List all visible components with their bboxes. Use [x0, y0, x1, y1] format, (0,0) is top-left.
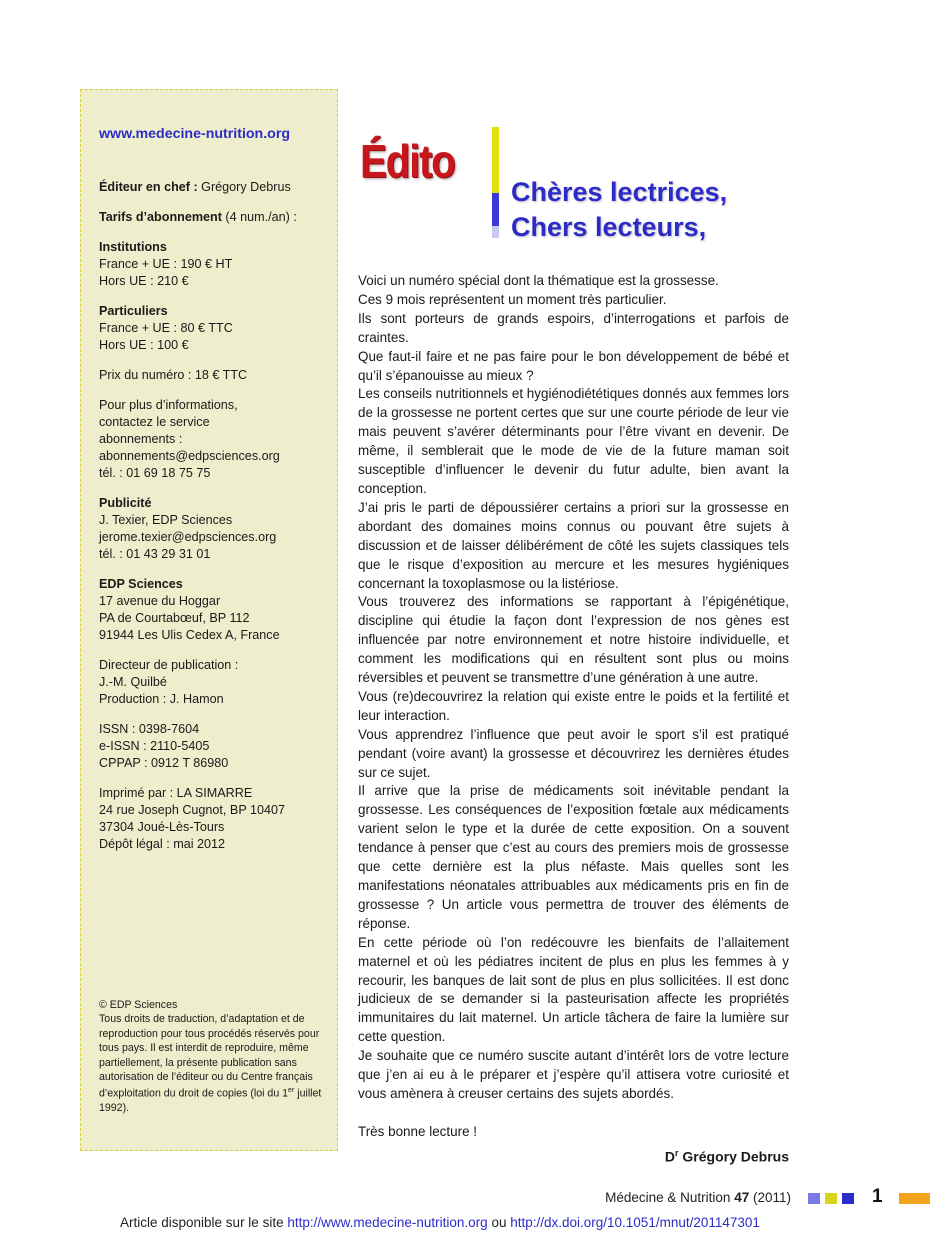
decor-bar-orange: [899, 1193, 930, 1204]
publisher-address-line: 91944 Les Ulis Cedex A, France: [99, 628, 280, 642]
copyright-notice: [99, 998, 325, 1116]
particuliers-line: France + UE : 80 € TTC: [99, 321, 233, 335]
website-link[interactable]: www.medecine-nutrition.org: [99, 126, 291, 142]
decor-square-yellow: [825, 1193, 837, 1204]
signature-prefix: D: [664, 1148, 675, 1165]
signature-sup: r: [675, 1147, 679, 1158]
institutions-line: France + UE : 190 € HT: [99, 257, 233, 271]
masthead-sidebar: [80, 89, 338, 1151]
tarifs-label: Tarifs d’abonnement: [99, 210, 222, 224]
direction-block: [99, 657, 321, 708]
subscription-email[interactable]: abonnements@edpsciences.org: [99, 449, 280, 463]
direction-line: J.-M. Quilbé: [99, 675, 167, 689]
particuliers-title: Particuliers: [99, 304, 168, 318]
decor-square-lavender: [808, 1193, 820, 1204]
editor-value: Grégory Debrus: [201, 180, 291, 194]
publisher-block: [99, 576, 321, 644]
accent-bar-yellow: [492, 127, 499, 193]
accent-bar-blue: [492, 193, 499, 226]
particuliers-line: Hors UE : 100 €: [99, 338, 189, 352]
particuliers-block: [99, 303, 321, 354]
printer-line: Dépôt légal : mai 2012: [99, 837, 226, 851]
journal-year: (2011): [749, 1190, 791, 1205]
site-link[interactable]: http://www.medecine-nutrition.org: [287, 1215, 488, 1230]
institutions-title: Institutions: [99, 240, 167, 254]
printer-line: 24 rue Joseph Cugnot, BP 10407: [99, 803, 286, 817]
journal-reference: [605, 1190, 791, 1205]
publisher-address-line: PA de Courtabœuf, BP 112: [99, 611, 250, 625]
price-per-issue: Prix du numéro : 18 € TTC: [99, 368, 248, 382]
publisher-title: EDP Sciences: [99, 577, 183, 591]
publicite-phone: tél. : 01 43 29 31 01: [99, 547, 211, 561]
body-paragraph: Ils sont porteurs de grands espoirs, d’interrogations et parfois de craintes.: [358, 310, 789, 345]
institutions-block: [99, 239, 321, 290]
greeting-line-1: Chères lectrices,: [511, 177, 728, 207]
direction-line: Production : J. Hamon: [99, 692, 224, 706]
info-line: abonnements :: [99, 432, 183, 446]
issn-block: [99, 721, 321, 772]
printer-line: 37304 Joué-Lès-Tours: [99, 820, 225, 834]
body-paragraph: Voici un numéro spécial dont la thématique est la grossesse.: [358, 273, 719, 288]
publicite-line: J. Texier, EDP Sciences: [99, 513, 233, 527]
availability-footer: [120, 1215, 760, 1230]
body-paragraph: Il arrive que la prise de médicaments soit inévitable pendant la grossesse. Les conséquences de l’exposition fœtale aux médicaments varient selon le type et la durée de cette exposition. On a souvent tendance à penser que c’est au cours des premiers mois de grossesse que cette dernière est la plus néfaste. Mais quelles sont les manifestations néonatales attribuables aux médicaments pris en fin de grossesse ? Un article vous permettra de trouver des éléments de réponse.: [358, 783, 789, 931]
issn-line: CPPAP : 0912 T 86980: [99, 756, 229, 770]
issn-line: e-ISSN : 2110-5405: [99, 739, 210, 753]
signature: [358, 1144, 789, 1167]
rights-sup: er: [288, 1087, 295, 1095]
issn-line: ISSN : 0398-7604: [99, 722, 200, 736]
signature-name: Grégory Debrus: [678, 1148, 789, 1165]
footer-prefix: Article disponible sur le site: [120, 1215, 288, 1230]
body-paragraph: Je souhaite que ce numéro suscite autant d’intérêt lors de votre lecture que j’en ai eu à le préparer et j’espère qu’il attisera votre curiosité et vous amènera à creuser certains des sujets abordés.: [358, 1048, 789, 1101]
publicite-block: [99, 495, 321, 563]
page-number: 1: [872, 1186, 883, 1207]
decor-square-blue: [842, 1193, 854, 1204]
journal-name: Médecine & Nutrition: [605, 1190, 735, 1205]
tarifs-suffix: (4 num./an) :: [225, 210, 297, 224]
subscription-phone: tél. : 01 69 18 75 75: [99, 466, 211, 480]
masthead-content: [99, 126, 321, 866]
institutions-line: Hors UE : 210 €: [99, 274, 189, 288]
copyright-line: © EDP Sciences: [99, 999, 178, 1011]
body-paragraph: En cette période où l’on redécouvre les bienfaits de l’allaitement maternel et où les pédiatres incitent de plus en plus les femmes à y recourir, les banques de lait sont de plus en plus sollicitées. Il est donc judicieux de se demander si la pasteurisation affecte les propriétés immunitaires du lait maternel. Un article tâchera de faire la lumière sur cette question.: [358, 934, 789, 1045]
greeting: [511, 175, 811, 245]
editor-label: Éditeur en chef :: [99, 180, 198, 194]
edito-title: Édito: [360, 135, 455, 187]
publisher-address-line: 17 avenue du Hoggar: [99, 594, 221, 608]
greeting-line-2: Chers lecteurs,: [511, 212, 707, 242]
body-paragraph: Que faut-il faire et ne pas faire pour le bon développement de bébé et qu’il s’épanouisse au mieux ?: [358, 348, 789, 383]
editor-info: [99, 179, 321, 196]
publicite-email[interactable]: jerome.texier@edpsciences.org: [99, 530, 277, 544]
body-paragraph: Vous apprendrez l’influence que peut avoir le sport s’il est pratiqué pendant (voire avant) la grossesse et découvrirez les dernières études sur ce sujet.: [358, 726, 789, 780]
printer-block: [99, 785, 321, 853]
info-line: Pour plus d’informations,: [99, 398, 238, 412]
body-paragraph: Vous trouverez des informations se rapportant à l’épigénétique, discipline qui étudie la façon dont l’expression de nos gènes est influencée par notre environnement et notre histoire individuelle, et comment les modifications qui en résultent sont plus ou moins réversibles et peuvent se transmettre d’une génération à une autre.: [358, 594, 789, 686]
publicite-title: Publicité: [99, 496, 152, 510]
journal-volume: 47: [734, 1190, 750, 1205]
rights-text: Tous droits de traduction, d’adaptation et de reproduction pour tous procédés réservés pour tous pays. Il est interdit de reproduire, même partiellement, la présente publication sans autorisation de l’éditeur ou du Centre français d’exploitation du droit de copies (loi du 1: [99, 1013, 320, 1100]
body-paragraph: Ces 9 mois représentent un moment très particulier.: [358, 291, 667, 307]
editorial-body: [358, 272, 789, 1166]
footer-middle: ou: [487, 1215, 511, 1230]
subscription-info: [99, 397, 321, 482]
printer-line: Imprimé par : LA SIMARRE: [99, 786, 253, 800]
tarifs-heading: [99, 209, 321, 226]
info-line: contactez le service: [99, 415, 210, 429]
direction-line: Directeur de publication :: [99, 658, 239, 672]
body-paragraph: Vous (re)decouvrirez la relation qui existe entre le poids et la fertilité et leur interaction.: [358, 688, 789, 723]
closing-line: Très bonne lecture !: [358, 1123, 478, 1139]
body-paragraph: Les conseils nutritionnels et hygiénodiététiques donnés aux femmes lors de la grossesse ne portent certes que sur une courte période de leur vie mais peuvent s’avérer déterminants pour l’être vivant en devenir. De même, il semblerait que le mode de vie de la future maman soit susceptible d’influencer le devenir du futur adulte, bien avant la conception.: [358, 386, 789, 496]
body-paragraph: J’ai pris le parti de dépoussiérer certains a priori sur la grossesse en abordant des domaines moins connus ou pouvant être sujets à discussion et de laisser délibérément de côté les sujets classiques tels que le risque d’exposition au mercure et les mesures hygiéniques concernant la toxoplasmose ou la listériose.: [358, 499, 789, 591]
doi-link[interactable]: http://dx.doi.org/10.1051/mnut/201147301: [510, 1215, 760, 1230]
accent-bar-lavender: [492, 226, 499, 238]
rights-end: juillet 1992).: [99, 1087, 322, 1115]
